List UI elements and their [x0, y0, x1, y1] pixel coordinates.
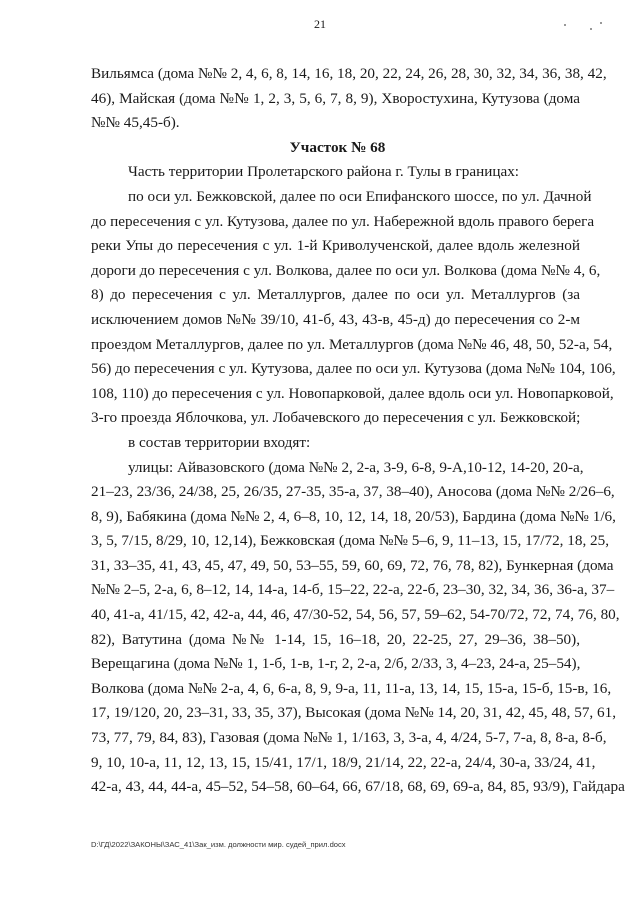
- streets-line: Верещагина (дома №№ 1, 1-б, 1-в, 1-г, 2, 2-а, 2/б, 2/33, 3, 4–23, 24-а, 25–54),: [91, 655, 581, 673]
- text-line: Вильямса (дома №№ 2, 4, 6, 8, 14, 16, 18, 20, 22, 24, 26, 28, 30, 32, 34, 36, 38, 42,: [91, 65, 607, 82]
- scan-speck: [564, 24, 566, 26]
- boundary-line: исключением домов №№ 39/10, 41-б, 43, 43-в, 45-д) до пересечения со 2-м: [91, 310, 580, 328]
- footer-file-path: D:\ГД\2022\ЗАКОНЫ\ЗАС_41\Зак_изм. должности мир. судей_прил.docx: [91, 840, 346, 849]
- boundary-line: 56) до пересечения с ул. Кутузова, далее по оси ул. Кутузова (дома №№ 104, 106,: [91, 360, 616, 378]
- streets-line: 17, 19/120, 20, 23–31, 33, 35, 37), Высокая (дома №№ 14, 20, 31, 42, 45, 48, 57, 61,: [91, 704, 617, 722]
- boundary-line: до пересечения с ул. Кутузова, далее по ул. Набережной вдоль правого берега: [91, 212, 595, 230]
- streets-line: №№ 2–5, 2-а, 6, 8–12, 14, 14-а, 14-б, 15–22, 22-а, 22-б, 23–30, 32, 34, 36, 36-а, 37–: [91, 581, 615, 599]
- boundary-line: проездом Металлургов, далее по ул. Металлургов (дома №№ 46, 48, 50, 52-а, 54,: [91, 335, 613, 353]
- streets-line: 42-а, 43, 44, 44-а, 45–52, 54–58, 60–64, 66, 67/18, 68, 69, 69-а, 84, 85, 93/9), Гайдара: [91, 778, 625, 796]
- streets-line: 82), Ватутина (дома №№ 1-14, 15, 16–18, 20, 22-25, 27, 29–36, 38–50),: [91, 630, 580, 648]
- streets-line: 8, 9), Бабякина (дома №№ 2, 4, 6–8, 10, 12, 14, 18, 20/53), Бардина (дома №№ 1/6,: [91, 507, 616, 525]
- scan-speck: [600, 22, 602, 24]
- streets-line: 9, 10, 10-а, 11, 12, 13, 15, 15/41, 17/1, 18/9, 21/14, 22, 22-а, 24/4, 30-а, 33/24, 41,: [91, 753, 596, 771]
- streets-line: 21–23, 23/36, 24/38, 25, 26/35, 27-35, 35-а, 37, 38–40), Аносова (дома №№ 2/26–6,: [91, 483, 615, 501]
- streets-line: 40, 41-а, 41/15, 42, 42-а, 44, 46, 47/30-52, 54, 56, 57, 59–62, 54-70/72, 72, 74, 76, 80,: [91, 606, 620, 624]
- boundary-line: реки Упы до пересечения с ул. 1-й Криволученской, далее вдоль железной: [91, 237, 580, 255]
- boundary-line: 3-го проезда Яблочкова, ул. Лобачевского до пересечения с ул. Бежковской;: [91, 409, 581, 427]
- boundary-line: 108, 110) до пересечения с ул. Новопарковой, далее вдоль оси ул. Новопарковой,: [91, 384, 614, 402]
- boundary-line: по оси ул. Бежковской, далее по оси Епифанского шоссе, по ул. Дачной: [128, 187, 592, 205]
- streets-line: 73, 77, 79, 84, 83), Газовая (дома №№ 1, 1/163, 3, 3-а, 4, 4/24, 5-7, 7-а, 8, 8-а, 8-б,: [91, 729, 607, 747]
- intro-paragraph: Часть территории Пролетарского района г. Тулы в границах:: [128, 163, 520, 181]
- boundary-line: дороги до пересечения с ул. Волкова, далее по оси ул. Волкова (дома №№ 4, 6,: [91, 261, 601, 279]
- streets-line: 3, 5, 7/15, 8/29, 10, 12,14), Бежковская (дома №№ 5–6, 9, 11–13, 15, 17/72, 18, 25,: [91, 532, 610, 550]
- page-number: 21: [314, 17, 326, 31]
- streets-line: Волкова (дома №№ 2-а, 4, 6, 6-а, 8, 9, 9-а, 11, 11-а, 13, 14, 15, 15-а, 15-б, 15-в, 16,: [91, 679, 612, 697]
- streets-line: 31, 33–35, 41, 43, 45, 47, 49, 50, 53–55, 59, 60, 69, 72, 76, 78, 82), Бункерная (дома: [91, 556, 614, 574]
- text-line: №№ 45,45-б).: [91, 114, 180, 132]
- body-text: [91, 62, 625, 800]
- scan-speck: [590, 28, 592, 30]
- boundary-line: 8) до пересечения с ул. Металлургов, далее по оси ул. Металлургов (за: [91, 286, 580, 304]
- section-heading: Участок № 68: [289, 138, 386, 156]
- text-line: 46), Майская (дома №№ 1, 2, 3, 5, 6, 7, 8, 9), Хворостухина, Кутузова (дома: [91, 89, 580, 107]
- composition-paragraph: в состав территории входят:: [128, 433, 311, 451]
- streets-line: улицы: Айвазовского (дома №№ 2, 2-а, 3-9, 6-8, 9-А,10-12, 14-20, 20-а,: [128, 458, 584, 476]
